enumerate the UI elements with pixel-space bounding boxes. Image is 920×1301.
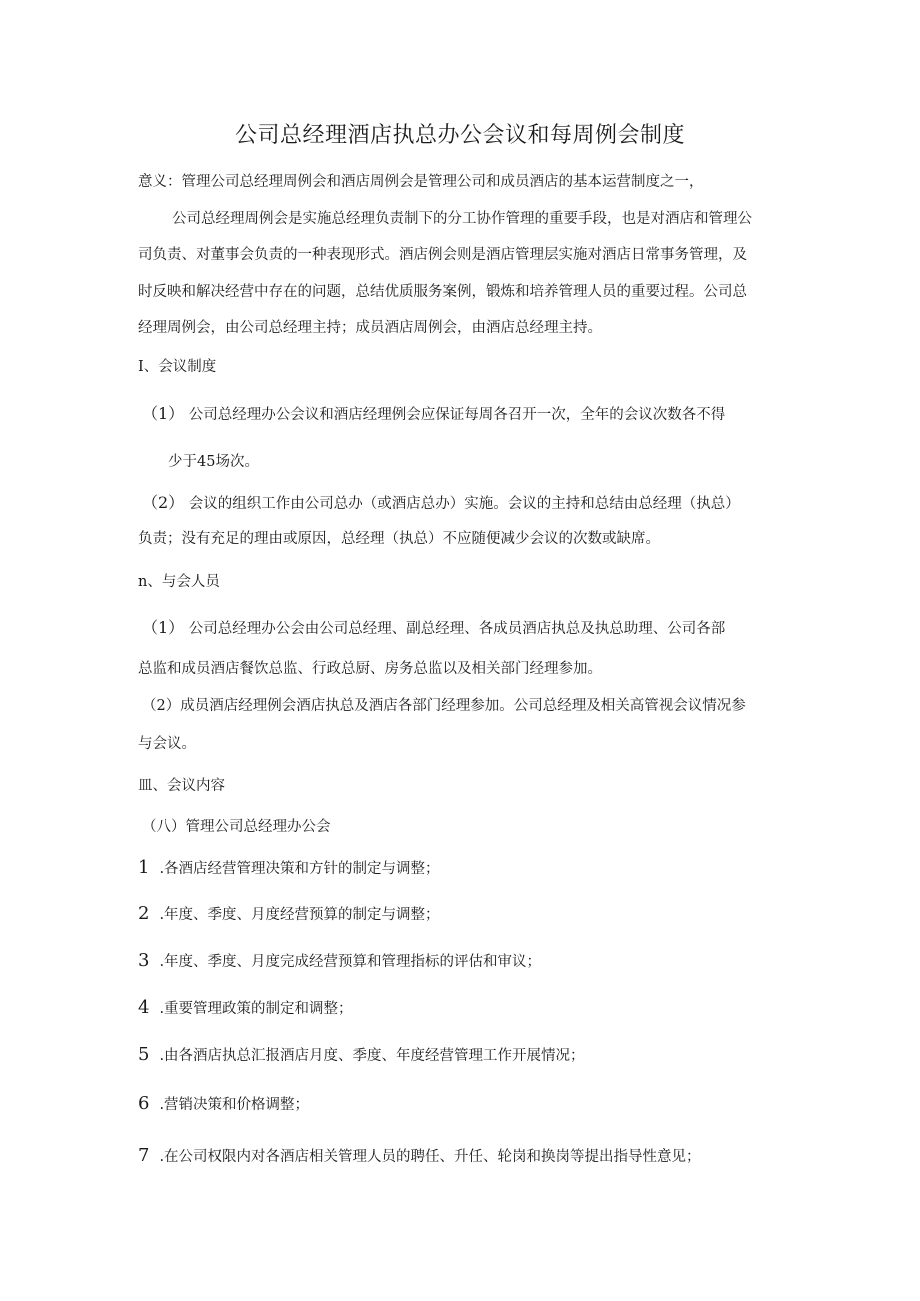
item-text: .重要管理政策的制定和调整； <box>159 1001 353 1017</box>
item-number: （1） <box>142 618 185 637</box>
meaning-body-line: 经理周例会，由公司总经理主持；成员酒店周例会，由酒店总经理主持。 <box>138 320 602 336</box>
page-title: 公司总经理酒店执总办公会议和每周例会制度 <box>234 123 685 148</box>
list-item: （2）成员酒店经理例会酒店执总及酒店各部门经理参加。公司总经理及相关高管视会议情况参 <box>142 698 746 714</box>
list-item <box>142 618 725 639</box>
item-number: （1） <box>142 404 185 423</box>
section-heading: 皿、会议内容 <box>138 778 225 794</box>
section-heading: n、与会人员 <box>138 574 220 590</box>
item-continuation: 少于45场次。 <box>168 454 259 470</box>
list-item <box>138 1146 701 1167</box>
list-item <box>142 404 725 425</box>
list-item <box>138 904 440 925</box>
item-number: 5 <box>138 1044 150 1065</box>
list-item <box>142 493 740 514</box>
sub-heading: （八）管理公司总经理办公会 <box>142 819 331 835</box>
item-text: .营销决策和价格调整； <box>159 1097 310 1113</box>
item-text: .年度、季度、月度完成经营预算和管理指标的评估和审议； <box>159 954 542 970</box>
item-text: 会议的组织工作由公司总办（或酒店总办）实施。会议的主持和总结由总经理（执总） <box>188 496 740 512</box>
meaning-body-line: 公司总经理周例会是实施总经理负责制下的分工协作管理的重要手段，也是对酒店和管理公 <box>172 211 752 227</box>
item-number: 4 <box>138 997 150 1018</box>
list-item <box>138 951 541 972</box>
list-item <box>138 998 353 1019</box>
item-text: 公司总经理办公会议和酒店经理例会应保证每周各召开一次，全年的会议次数各不得 <box>188 407 726 423</box>
item-continuation: 与会议。 <box>138 736 196 752</box>
item-number: 1 <box>138 857 150 878</box>
item-text: .由各酒店执总汇报酒店月度、季度、年度经营管理工作开展情况； <box>159 1048 585 1064</box>
section-heading: I、会议制度 <box>138 359 217 375</box>
meaning-body-line: 时反映和解决经营中存在的问题，总结优质服务案例，锻炼和培养管理人员的重要过程。公司总 <box>138 284 747 300</box>
meaning-body-line: 司负责、对董事会负责的一种表现形式。酒店例会则是酒店管理层实施对酒店日常事务管理，及 <box>138 247 747 263</box>
item-continuation: 总监和成员酒店餐饮总监、行政总厨、房务总监以及相关部门经理参加。 <box>138 661 602 677</box>
list-item <box>138 1045 585 1066</box>
item-text: .在公司权限内对各酒店相关管理人员的聘任、升任、轮岗和换岗等提出指导性意见； <box>159 1149 701 1165</box>
item-number: 6 <box>138 1093 150 1114</box>
item-number: 3 <box>138 950 150 971</box>
item-number: 2 <box>138 903 150 924</box>
meaning-lead: 意义：管理公司总经理周例会和酒店周例会是管理公司和成员酒店的基本运营制度之一， <box>138 174 704 190</box>
item-text: 公司总经理办公会由公司总经理、副总经理、各成员酒店执总及执总助理、公司各部 <box>188 621 726 637</box>
list-item <box>138 858 440 879</box>
list-item <box>138 1094 309 1115</box>
item-number: 7 <box>138 1145 150 1166</box>
item-number: （2） <box>142 493 185 512</box>
item-text: .年度、季度、月度经营预算的制定与调整； <box>159 907 440 923</box>
item-text: .各酒店经营管理决策和方针的制定与调整； <box>159 861 440 877</box>
item-continuation: 负责；没有充足的理由或原因，总经理（执总）不应随便减少会议的次数或缺席。 <box>138 531 660 547</box>
